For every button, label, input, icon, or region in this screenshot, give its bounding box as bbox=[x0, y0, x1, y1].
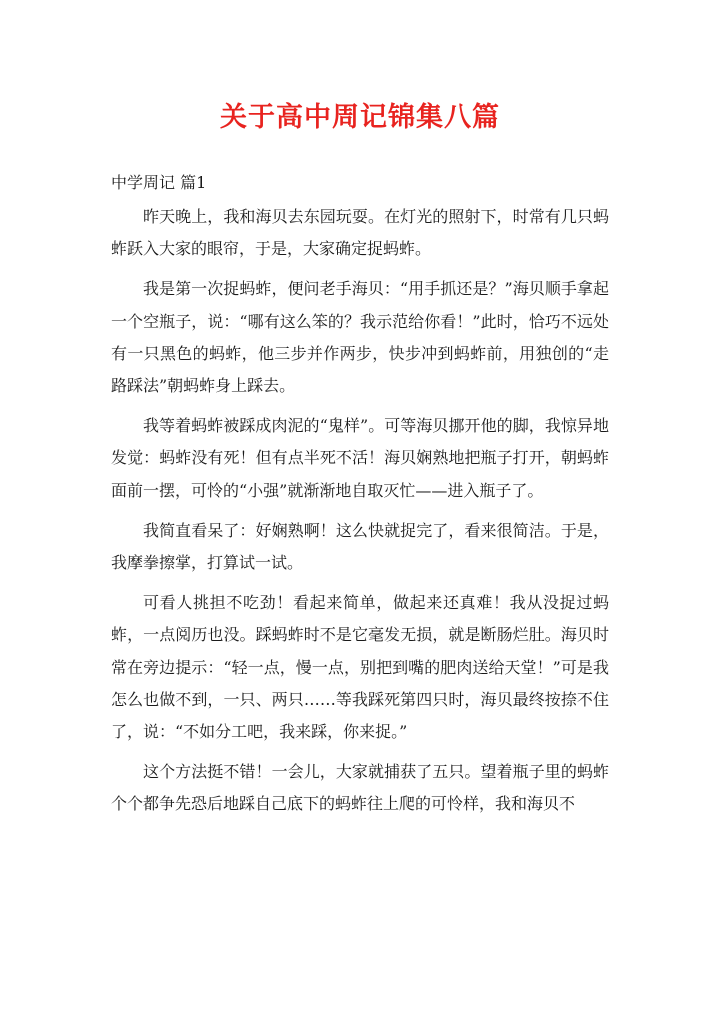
paragraph: 我简直看呆了：好娴熟啊！这么快就捉完了，看来很简洁。于是，我摩拳擦掌，打算试一试。 bbox=[111, 520, 609, 573]
document-title: 关于高中周记锦集八篇 bbox=[220, 102, 500, 133]
document-body bbox=[111, 170, 609, 829]
paragraph: 昨天晚上，我和海贝去东园玩耍。在灯光的照射下，时常有几只蚂蚱跃入大家的眼帘，于是，大家确定捉蚂蚱。 bbox=[111, 207, 609, 259]
paragraph: 我是第一次捉蚂蚱，便问老手海贝：“用手抓还是？”海贝顺手拿起一个空瓶子，说：“哪有这么笨的？我示范给你看！”此时，恰巧不远处有一只黑色的蚂蚱，他三步并作两步，快步冲到蚂蚱前，用独创的“走路踩法”朝蚂蚱身上踩去。 bbox=[111, 279, 609, 396]
section-heading: 中学周记 篇1 bbox=[111, 173, 207, 192]
paragraph: 这个方法挺不错！一会儿，大家就捕获了五只。望着瓶子里的蚂蚱个个都争先恐后地踩自己底下的蚂蚱往上爬的可怜样，我和海贝不 bbox=[111, 762, 609, 814]
paragraph: 我等着蚂蚱被踩成肉泥的“鬼样”。可等海贝挪开他的脚，我惊异地发觉：蚂蚱没有死！但有点半死不活！海贝娴熟地把瓶子打开，朝蚂蚱面前一摆，可怜的“小强”就渐渐地自取灭忙——进入瓶子了。 bbox=[111, 416, 609, 500]
paragraph: 可看人挑担不吃劲！看起来简单，做起来还真难！我从没捉过蚂蚱，一点阅历也没。踩蚂蚱时不是它毫发无损，就是断肠烂肚。海贝时常在旁边提示：“轻一点，慢一点，别把到嘴的肥肉送给天堂！”可是我怎么也做不到，一只、两只……等我踩死第四只时，海贝最终按捺不住了，说：“不如分工吧，我来踩，你来捉。” bbox=[111, 593, 609, 742]
